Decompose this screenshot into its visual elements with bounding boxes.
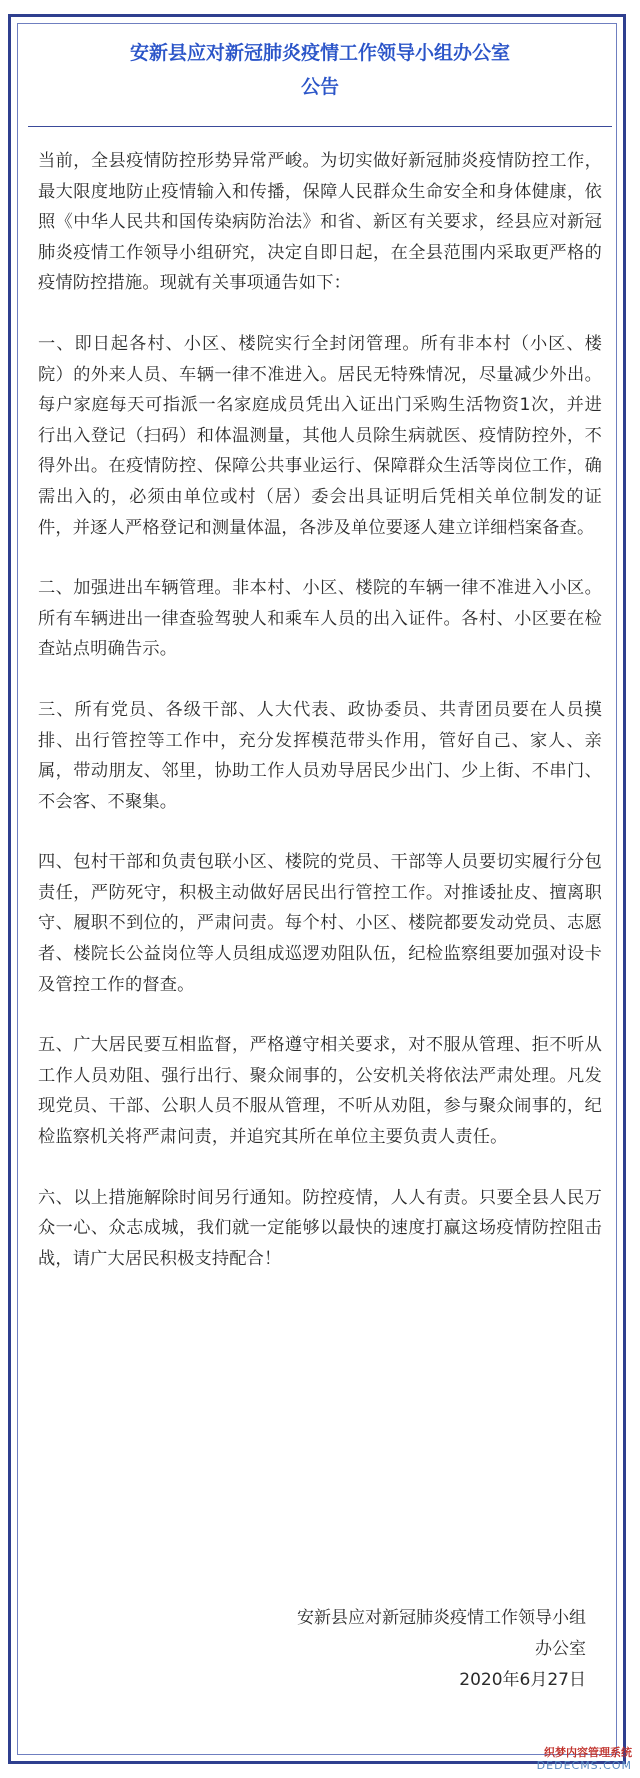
item-3-paragraph: 三、所有党员、各级干部、人大代表、政协委员、共青团员要在人员摸排、出行管控等工作中，充分发挥模范带头作用，管好自己、家人、亲属，带动朋友、邻里，协助工作人员劝导居民少出门、少上街、不串门、不会客、不聚集。 (38, 699, 602, 812)
item-1-paragraph: 一、即日起各村、小区、楼院实行全封闭管理。所有非本村（小区、楼院）的外来人员、车辆一律不准进入。居民无特殊情况，尽量减少外出。每户家庭每天可指派一名家庭成员凭出入证出门采购生活物资1次，并进行出入登记（扫码）和体温测量，其他人员除生病就医、疫情防控外，不得外出。在疫情防控、保障公共事业运行、保障群众生活等岗位工作，确需出入的，必须由单位或村（居）委会出具证明后凭相关单位制发的证件，并逐人严格登记和测量体温，各涉及单位要逐人建立详细档案备查。 (38, 333, 602, 538)
notice-header (0, 36, 640, 104)
notice-body (38, 146, 602, 1304)
item-2-paragraph: 二、加强进出车辆管理。非本村、小区、楼院的车辆一律不准进入小区。所有车辆进出一律查验驾驶人和乘车人员的出入证件。各村、小区要在检查站点明确告示。 (38, 578, 602, 660)
signature-office: 办公室 (535, 1639, 586, 1659)
notice-title: 安新县应对新冠肺炎疫情工作领导小组办公室 (129, 42, 510, 64)
watermark-line-2: DEDECMS.COM (536, 1759, 632, 1772)
signature-block (297, 1603, 586, 1696)
header-divider (28, 126, 612, 127)
intro-paragraph: 当前，全县疫情防控形势异常严峻。为切实做好新冠肺炎疫情防控工作，最大限度地防止疫情输入和传播，保障人民群众生命安全和身体健康，依照《中华人民共和国传染病防治法》和省、新区有关要求，经县应对新冠肺炎疫情工作领导小组研究，决定自即日起，在全县范围内采取更严格的疫情防控措施。现就有关事项通告如下： (38, 151, 602, 294)
item-4-paragraph: 四、包村干部和负责包联小区、楼院的党员、干部等人员要切实履行分包责任，严防死守，积极主动做好居民出行管控工作。对推诿扯皮、擅离职守、履职不到位的，严肃问责。每个村、小区、楼院都要发动党员、志愿者、楼院长公益岗位等人员组成巡逻劝阻队伍，纪检监察组要加强对设卡及管控工作的督查。 (38, 852, 602, 995)
watermark (537, 1746, 632, 1772)
item-5-paragraph: 五、广大居民要互相监督，严格遵守相关要求，对不服从管理、拒不听从工作人员劝阻、强行出行、聚众闹事的，公安机关将依法严肃处理。凡发现党员、干部、公职人员不服从管理，不听从劝阻，参与聚众闹事的，纪检监察机关将严肃问责，并追究其所在单位主要负责人责任。 (38, 1035, 602, 1148)
notice-subtitle: 公告 (300, 76, 339, 98)
watermark-line-1: 织梦内容管理系统 (544, 1746, 632, 1759)
signature-org: 安新县应对新冠肺炎疫情工作领导小组 (297, 1608, 586, 1628)
item-6-paragraph: 六、以上措施解除时间另行通知。防控疫情，人人有责。只要全县人民万众一心、众志成城，我们就一定能够以最快的速度打赢这场疫情防控阻击战，请广大居民积极支持配合！ (38, 1187, 602, 1269)
signature-date: 2020年6月27日 (459, 1670, 586, 1690)
